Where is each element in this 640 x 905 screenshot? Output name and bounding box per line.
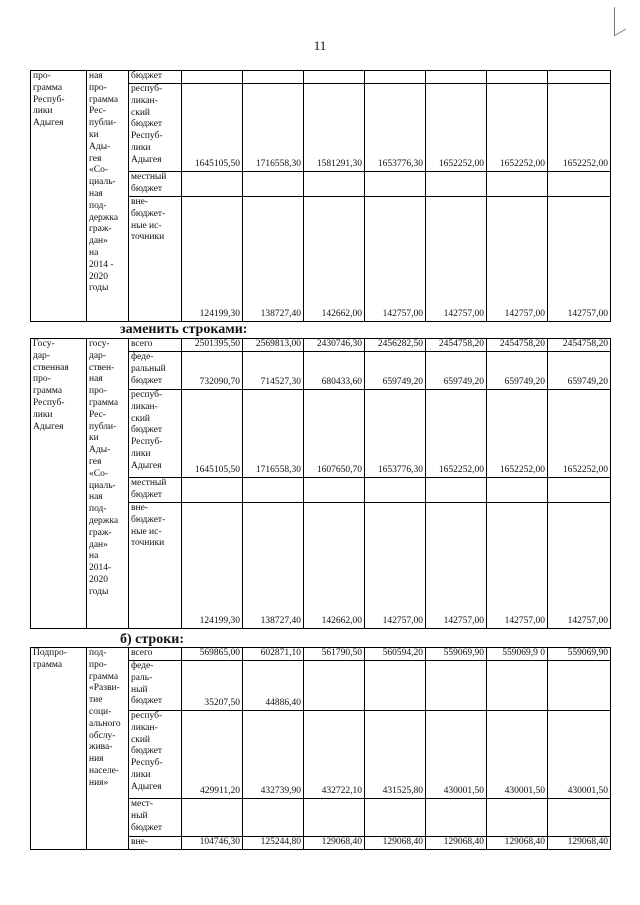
value-cell: 430001,50 [426, 711, 487, 799]
value-cell [365, 799, 426, 837]
value-cell: 129068,40 [365, 837, 426, 850]
program-name-cell: про- грамма Респуб- лики Адыгея [31, 71, 87, 322]
value-cell: 430001,50 [487, 711, 548, 799]
value-cell [243, 71, 304, 84]
value-cell [548, 799, 611, 837]
value-cell: 124199,30 [182, 503, 243, 629]
value-cell [487, 172, 548, 197]
value-cell: 2454758,20 [426, 339, 487, 352]
value-cell [365, 172, 426, 197]
value-cell [182, 478, 243, 503]
value-cell [426, 71, 487, 84]
page-number: 11 [313, 38, 327, 53]
value-cell: 1652252,00 [426, 84, 487, 172]
value-cell: 104746,30 [182, 837, 243, 850]
value-cell: 124199,30 [182, 197, 243, 322]
row-label: всего [129, 648, 182, 661]
value-cell: 138727,40 [243, 503, 304, 629]
value-cell: 1652252,00 [487, 84, 548, 172]
row-label: феде- ральный бюджет [129, 352, 182, 390]
value-cell: 659749,20 [365, 352, 426, 390]
value-cell [426, 799, 487, 837]
value-cell: 142757,00 [487, 503, 548, 629]
value-cell: 2454758,20 [548, 339, 611, 352]
value-cell [182, 71, 243, 84]
value-cell [182, 799, 243, 837]
row-label: местный бюджет [129, 478, 182, 503]
value-cell [304, 799, 365, 837]
program-table-new [30, 338, 611, 629]
value-cell: 559069,90 [548, 648, 611, 661]
value-cell: 1652252,00 [426, 390, 487, 478]
value-cell [365, 71, 426, 84]
folded-corner [614, 1, 626, 37]
heading-b: б) строки: [120, 632, 185, 647]
row-label: мест- ный бюджет [129, 799, 182, 837]
value-cell: 430001,50 [548, 711, 611, 799]
value-cell: 142757,00 [487, 197, 548, 322]
program-title-cell: ная про- грамма Рес- публи- ки Ады- гея «Со- циаль- ная под- держка граж- дан» на 2014 - 2020 годы [87, 71, 129, 322]
row-label: респуб- ликан- ский бюджет Респуб- лики Адыгея [129, 390, 182, 478]
value-cell: 125244,80 [243, 837, 304, 850]
value-cell: 44886,40 [243, 661, 304, 711]
row-label: вне- [129, 837, 182, 850]
value-cell: 1652252,00 [487, 390, 548, 478]
subprogram-name-cell: Подпро- грамма [31, 648, 87, 850]
value-cell: 129068,40 [304, 837, 365, 850]
value-cell: 129068,40 [426, 837, 487, 850]
value-cell [487, 799, 548, 837]
value-cell [487, 478, 548, 503]
row-label: респуб- ликан- ский бюджет Респуб- лики Адыгея [129, 84, 182, 172]
value-cell: 2501395,50 [182, 339, 243, 352]
value-cell: 142757,00 [426, 503, 487, 629]
value-cell: 680433,60 [304, 352, 365, 390]
row-label: бюджет [129, 71, 182, 84]
value-cell: 1645105,50 [182, 84, 243, 172]
value-cell [182, 172, 243, 197]
row-label: феде- раль- ный бюджет [129, 661, 182, 711]
value-cell: 142757,00 [365, 197, 426, 322]
value-cell: 659749,20 [548, 352, 611, 390]
value-cell: 129068,40 [487, 837, 548, 850]
value-cell [365, 478, 426, 503]
value-cell: 142757,00 [365, 503, 426, 629]
value-cell [304, 172, 365, 197]
value-cell: 431525,80 [365, 711, 426, 799]
value-cell: 2454758,20 [487, 339, 548, 352]
value-cell: 1652252,00 [548, 84, 611, 172]
value-cell: 35207,50 [182, 661, 243, 711]
value-cell: 559069,9 0 [487, 648, 548, 661]
value-cell: 432739,90 [243, 711, 304, 799]
value-cell [487, 661, 548, 711]
value-cell [548, 172, 611, 197]
value-cell [243, 799, 304, 837]
value-cell [548, 661, 611, 711]
value-cell [548, 478, 611, 503]
value-cell: 1653776,30 [365, 84, 426, 172]
value-cell: 1607650,70 [304, 390, 365, 478]
value-cell [304, 71, 365, 84]
value-cell [304, 661, 365, 711]
value-cell [426, 661, 487, 711]
value-cell: 1652252,00 [548, 390, 611, 478]
value-cell: 142757,00 [548, 503, 611, 629]
value-cell: 138727,40 [243, 197, 304, 322]
value-cell [304, 478, 365, 503]
value-cell: 1581291,30 [304, 84, 365, 172]
value-cell [426, 478, 487, 503]
row-label: местный бюджет [129, 172, 182, 197]
value-cell: 569865,00 [182, 648, 243, 661]
value-cell: 1645105,50 [182, 390, 243, 478]
program-name-cell: Госу- дар- ственная про- грамма Респуб- лики Адыгея [31, 339, 87, 629]
value-cell: 432722,10 [304, 711, 365, 799]
value-cell: 1653776,30 [365, 390, 426, 478]
row-label: всего [129, 339, 182, 352]
value-cell [426, 172, 487, 197]
value-cell: 1716558,30 [243, 84, 304, 172]
value-cell [243, 172, 304, 197]
value-cell [548, 71, 611, 84]
value-cell [365, 661, 426, 711]
value-cell [487, 71, 548, 84]
value-cell: 2456282,50 [365, 339, 426, 352]
value-cell: 1716558,30 [243, 390, 304, 478]
value-cell: 659749,20 [487, 352, 548, 390]
value-cell: 560594,20 [365, 648, 426, 661]
value-cell: 2569813,00 [243, 339, 304, 352]
value-cell: 602871,10 [243, 648, 304, 661]
value-cell: 659749,20 [426, 352, 487, 390]
value-cell: 2430746,30 [304, 339, 365, 352]
value-cell: 129068,40 [548, 837, 611, 850]
value-cell: 142662,00 [304, 503, 365, 629]
heading-replace: заменить строками: [120, 322, 248, 337]
value-cell: 142662,00 [304, 197, 365, 322]
value-cell: 142757,00 [548, 197, 611, 322]
value-cell: 429911,20 [182, 711, 243, 799]
subprogram-title-cell: под- про- грамма «Разви- тие соци- ального обслу- жива- ния населе- ния» [87, 648, 129, 850]
row-label: вне- бюджет- ные ис- точники [129, 197, 182, 322]
value-cell: 732090,70 [182, 352, 243, 390]
value-cell: 714527,30 [243, 352, 304, 390]
value-cell: 561790,50 [304, 648, 365, 661]
value-cell: 559069,90 [426, 648, 487, 661]
value-cell [243, 478, 304, 503]
program-table-old [30, 70, 611, 322]
subprogram-table [30, 647, 611, 850]
row-label: вне- бюджет- ные ис- точники [129, 503, 182, 629]
value-cell: 142757,00 [426, 197, 487, 322]
program-title-cell: госу- дар- ствен- ная про- грамма Рес- публи- ки Ады- гея «Со- циаль- ная под- держка граж- дан» на 2014- 2020 годы [87, 339, 129, 629]
row-label: респуб- ликан- ский бюджет Респуб- лики Адыгея [129, 711, 182, 799]
